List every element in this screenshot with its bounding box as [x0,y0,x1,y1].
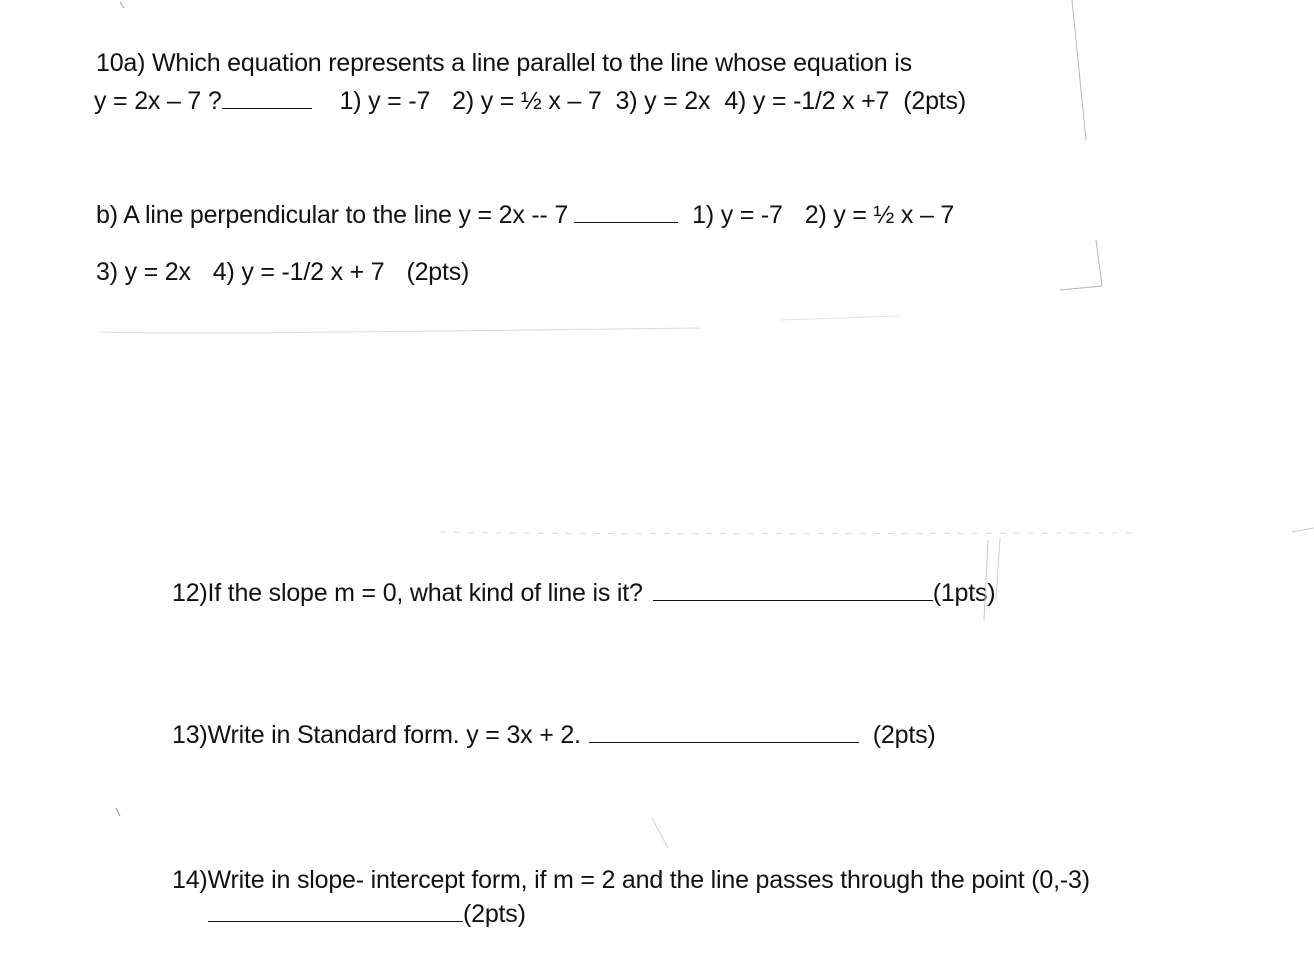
q10b-line-1 [96,200,954,230]
q10b-option-1: 1) y = -7 [692,201,783,229]
q13-answer-blank[interactable] [589,722,859,743]
q12-question-text: 12)If the slope m = 0, what kind of line is it? [172,579,643,607]
q10a-question-text: 10a) Which equation represents a line parallel to the line whose equation is [96,49,912,77]
q10a-option-3: 3) y = 2x [615,87,711,115]
q10b-question-text: b) A line perpendicular to the line y = 2x -- 7 [96,201,569,229]
q14-question-text: 14)Write in slope- intercept form, if m = 2 and the line passes through the point (0,-3) [172,866,1090,894]
q10a-line-1 [96,48,912,78]
q10a-option-4: 4) y = -1/2 x +7 [724,87,890,115]
q12-line [172,578,995,608]
q12-points: (1pts) [932,579,996,607]
q10b-option-4: 4) y = -1/2 x + 7 [212,258,385,286]
q10a-option-1: 1) y = -7 [339,87,431,115]
q10b-line-2 [96,257,469,287]
q10a-answer-blank[interactable] [222,88,312,109]
q13-line [172,720,936,750]
q14-line-2 [208,899,526,929]
q14-points: (2pts) [463,900,526,928]
q13-question-text: 13)Write in Standard form. y = 3x + 2. [172,721,581,749]
q13-points: (2pts) [872,721,936,749]
q14-line-1 [172,865,1090,895]
q12-answer-blank[interactable] [653,580,933,601]
q10b-answer-blank[interactable] [574,202,678,223]
q10b-option-3: 3) y = 2x [96,258,191,286]
q10b-option-2: 2) y = ½ x – 7 [804,201,955,229]
q10a-option-2: 2) y = ½ x – 7 [452,87,602,115]
q10a-line-2 [94,86,966,116]
q14-answer-blank[interactable] [208,901,463,922]
q10a-points: (2pts) [903,87,966,115]
q10b-points: (2pts) [406,258,470,286]
q10a-equation: y = 2x – 7 ? [94,87,222,115]
